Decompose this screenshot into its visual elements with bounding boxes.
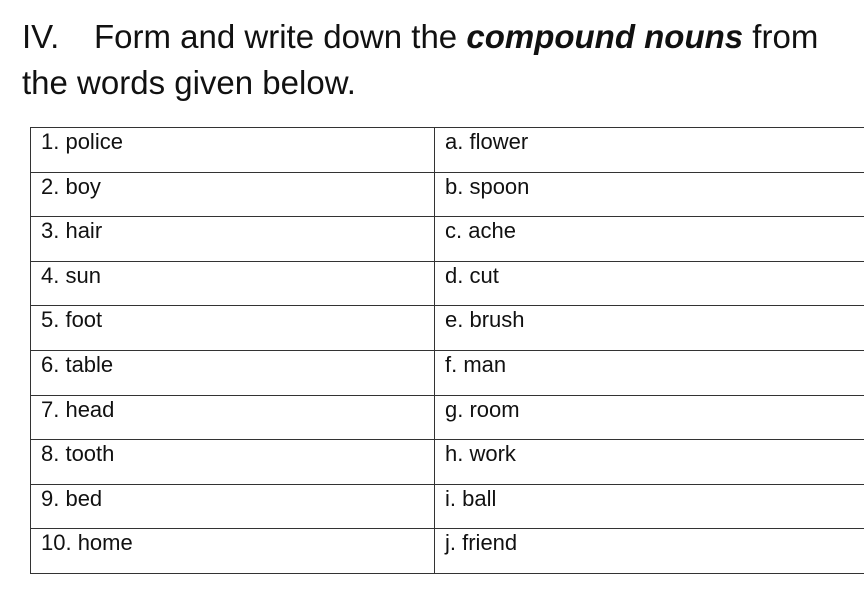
right-word-cell: f. man	[435, 350, 864, 395]
left-word-cell: 4. sun	[31, 261, 435, 306]
word-table	[30, 127, 864, 574]
left-word-cell: 1. police	[31, 128, 435, 173]
left-word-cell: 2. boy	[31, 172, 435, 217]
right-word-cell: d. cut	[435, 261, 864, 306]
table-row	[31, 395, 864, 440]
right-word-cell: i. ball	[435, 484, 864, 529]
right-word-cell: g. room	[435, 395, 864, 440]
left-word-cell: 8. tooth	[31, 440, 435, 485]
left-word-cell: 7. head	[31, 395, 435, 440]
exercise-number: IV.	[22, 18, 60, 55]
instruction-emphasis: compound nouns	[466, 18, 744, 55]
table-row	[31, 484, 864, 529]
right-word-cell: c. ache	[435, 217, 864, 262]
left-word-cell: 9. bed	[31, 484, 435, 529]
right-word-cell: j. friend	[435, 529, 864, 574]
table-row	[31, 172, 864, 217]
left-word-cell: 6. table	[31, 350, 435, 395]
right-word-cell: e. brush	[435, 306, 864, 351]
left-word-cell: 5. foot	[31, 306, 435, 351]
right-word-cell: b. spoon	[435, 172, 864, 217]
instruction-text-after: from the words given below.	[22, 18, 819, 101]
right-word-cell: h. work	[435, 440, 864, 485]
instruction-text-before: Form and write down the	[94, 18, 467, 55]
exercise-instruction	[22, 14, 852, 106]
table-row	[31, 306, 864, 351]
right-word-cell: a. flower	[435, 128, 864, 173]
left-word-cell: 10. home	[31, 529, 435, 574]
table-row	[31, 261, 864, 306]
table-row	[31, 529, 864, 574]
table-row	[31, 217, 864, 262]
left-word-cell: 3. hair	[31, 217, 435, 262]
table-row	[31, 440, 864, 485]
table-row	[31, 350, 864, 395]
table-row	[31, 128, 864, 173]
